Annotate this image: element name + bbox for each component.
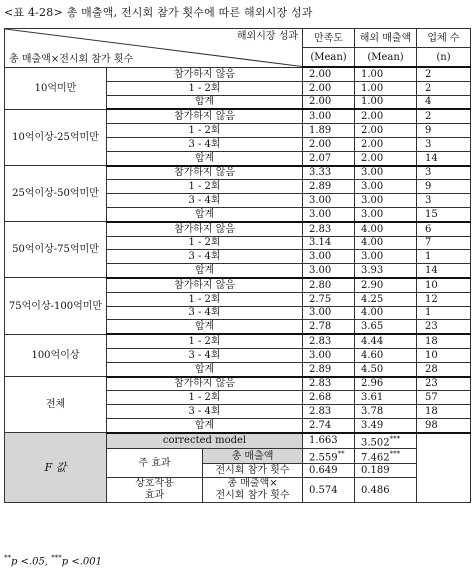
satisfaction-cell: 2.00: [303, 81, 355, 95]
main-sales-v2-value: 7.462: [361, 452, 390, 464]
satisfaction-cell: 2.80: [303, 278, 355, 292]
group-label: 10억미만: [5, 67, 107, 109]
sales-cell: 4.50: [355, 362, 417, 376]
main-sales-v1-sig: **: [337, 450, 345, 459]
participation-label: 참가하지 않음: [107, 222, 303, 236]
count-cell: 18: [417, 334, 471, 348]
sales-cell: 2.90: [355, 278, 417, 292]
participation-label: 참가하지 않음: [107, 377, 303, 391]
participation-label: 합계: [107, 207, 303, 221]
participation-label: 3 - 4회: [107, 194, 303, 208]
col-count-sub: (n): [417, 48, 471, 68]
footnote-sig2-text: p <.001: [61, 556, 102, 568]
group-label: 25억이상-50억미만: [5, 166, 107, 222]
count-cell: 9: [417, 124, 471, 138]
count-cell: 3: [417, 194, 471, 208]
group-label: 10억이상-25억미만: [5, 109, 107, 165]
participation-label: 합계: [107, 95, 303, 109]
interaction-row-label-2: 전시회 참가 횟수: [215, 490, 290, 502]
sales-cell: 3.00: [355, 180, 417, 194]
count-cell: 18: [417, 405, 471, 419]
sales-cell: 3.49: [355, 418, 417, 432]
participation-label: 합계: [107, 151, 303, 165]
participation-label: 참가하지 않음: [107, 278, 303, 292]
participation-label: 3 - 4회: [107, 250, 303, 264]
count-cell: 10: [417, 278, 471, 292]
sales-cell: 4.60: [355, 348, 417, 362]
participation-label: 3 - 4회: [107, 137, 303, 151]
sales-cell: 4.00: [355, 236, 417, 250]
sales-cell: 4.44: [355, 334, 417, 348]
table-row: [5, 222, 471, 236]
f-value-label: F 값: [5, 433, 107, 503]
interaction-row-label-1: 총 매출액×: [227, 478, 278, 490]
footnote-sig1-mark: **: [4, 554, 11, 562]
count-cell: 2: [417, 67, 471, 81]
col-sales-sub: (Mean): [355, 48, 417, 68]
count-cell: 9: [417, 180, 471, 194]
sales-cell: 2.00: [355, 124, 417, 138]
group-label: 75억이상-100억미만: [5, 278, 107, 334]
main-exhibit-v1-value: 0.649: [309, 465, 338, 477]
group-label: 100억이상: [5, 334, 107, 376]
corner-header: [5, 29, 303, 68]
satisfaction-cell: 3.00: [303, 250, 355, 264]
interaction-label-1: 상호작용: [135, 478, 174, 490]
participation-label: 참가하지 않음: [107, 67, 303, 81]
participation-label: 3 - 4회: [107, 405, 303, 419]
f-empty-cell: [417, 433, 471, 503]
satisfaction-cell: 2.83: [303, 405, 355, 419]
main-sales-v2-sig: ***: [389, 450, 401, 459]
interaction-v2: 0.486: [355, 478, 417, 503]
corrected-v2: [355, 433, 417, 449]
table-row: [5, 166, 471, 180]
participation-label: 합계: [107, 362, 303, 376]
corrected-v2-value: 3.502: [361, 437, 390, 449]
sales-cell: 3.65: [355, 320, 417, 334]
table-row: [5, 109, 471, 123]
table-row: [5, 278, 471, 292]
satisfaction-cell: 3.00: [303, 207, 355, 221]
corrected-v2-sig: ***: [389, 434, 401, 443]
corrected-v1: [303, 433, 355, 449]
satisfaction-cell: 2.83: [303, 222, 355, 236]
sales-cell: 2.00: [355, 151, 417, 165]
interaction-label: [107, 478, 203, 503]
count-cell: 3: [417, 166, 471, 180]
table-row: [5, 67, 471, 81]
count-cell: 1: [417, 306, 471, 320]
col-count-header: 업체 수: [417, 29, 471, 48]
count-cell: 2: [417, 109, 471, 123]
group-label: 50억이상-75억미만: [5, 222, 107, 278]
footnote-sig1-text: p <.05,: [11, 556, 52, 568]
count-cell: 28: [417, 362, 471, 376]
corner-top-label: 해외시장 성과: [236, 31, 299, 42]
main-exhibit-v2-value: 0.189: [361, 465, 390, 477]
col-sales-header: 해외 매출액: [355, 29, 417, 48]
satisfaction-cell: 2.78: [303, 320, 355, 334]
main-sales-v2: [355, 449, 417, 464]
main-sales-v1-value: 2.559: [309, 452, 338, 464]
main-sales-v1: [303, 449, 355, 464]
satisfaction-cell: 2.89: [303, 362, 355, 376]
satisfaction-cell: 3.00: [303, 109, 355, 123]
satisfaction-cell: 3.33: [303, 166, 355, 180]
main-effect-label: 주 효과: [107, 449, 203, 478]
main-exhibit-v2: [355, 464, 417, 478]
satisfaction-cell: 3.14: [303, 236, 355, 250]
sales-cell: 3.61: [355, 391, 417, 405]
participation-label: 참가하지 않음: [107, 166, 303, 180]
sales-cell: 2.96: [355, 377, 417, 391]
interaction-row-label: [203, 478, 303, 503]
satisfaction-cell: 2.07: [303, 151, 355, 165]
sales-cell: 4.00: [355, 306, 417, 320]
table-row: [5, 377, 471, 391]
count-cell: 15: [417, 207, 471, 221]
sales-cell: 1.00: [355, 81, 417, 95]
footnote-sig2-mark: ***: [51, 554, 62, 562]
sales-cell: 3.00: [355, 250, 417, 264]
participation-label: 1 - 2회: [107, 334, 303, 348]
count-cell: 23: [417, 320, 471, 334]
sales-cell: 2.00: [355, 137, 417, 151]
participation-label: 1 - 2회: [107, 81, 303, 95]
satisfaction-cell: 3.00: [303, 194, 355, 208]
satisfaction-cell: 2.75: [303, 292, 355, 306]
sales-cell: 3.00: [355, 166, 417, 180]
corrected-model-label: corrected model: [107, 433, 303, 449]
count-cell: 10: [417, 348, 471, 362]
count-cell: 14: [417, 151, 471, 165]
sales-cell: 3.00: [355, 207, 417, 221]
count-cell: 4: [417, 95, 471, 109]
sales-cell: 3.00: [355, 194, 417, 208]
corner-bottom-label: 총 매출액×전시회 참가 횟수: [9, 53, 134, 65]
sales-cell: 4.25: [355, 292, 417, 306]
main-row-sales-label: 총 매출액: [203, 449, 303, 464]
count-cell: 14: [417, 264, 471, 278]
satisfaction-cell: 2.00: [303, 137, 355, 151]
sales-cell: 1.00: [355, 95, 417, 109]
count-cell: 3: [417, 137, 471, 151]
satisfaction-cell: 2.74: [303, 418, 355, 432]
participation-label: 합계: [107, 320, 303, 334]
sales-cell: 3.93: [355, 264, 417, 278]
participation-label: 3 - 4회: [107, 348, 303, 362]
satisfaction-cell: 2.00: [303, 67, 355, 81]
col-satisfaction-sub: (Mean): [303, 48, 355, 68]
participation-label: 1 - 2회: [107, 292, 303, 306]
table-caption: <표 4-28> 총 매출액, 전시회 참가 횟수에 따른 해외시장 성과: [4, 6, 313, 19]
count-cell: 1: [417, 250, 471, 264]
count-cell: 6: [417, 222, 471, 236]
satisfaction-cell: 2.83: [303, 377, 355, 391]
sales-cell: 3.78: [355, 405, 417, 419]
sales-cell: 4.00: [355, 222, 417, 236]
satisfaction-cell: 1.89: [303, 124, 355, 138]
participation-label: 1 - 2회: [107, 124, 303, 138]
corrected-v1-value: 1.663: [309, 435, 338, 447]
footnote: [4, 554, 102, 567]
sales-cell: 1.00: [355, 67, 417, 81]
satisfaction-cell: 2.68: [303, 391, 355, 405]
participation-label: 1 - 2회: [107, 236, 303, 250]
group-label: 전체: [5, 377, 107, 433]
participation-label: 합계: [107, 418, 303, 432]
interaction-v1: 0.574: [303, 478, 355, 503]
participation-label: 1 - 2회: [107, 391, 303, 405]
satisfaction-cell: 3.00: [303, 306, 355, 320]
satisfaction-cell: 2.83: [303, 334, 355, 348]
table-row: [5, 334, 471, 348]
satisfaction-cell: 3.00: [303, 264, 355, 278]
count-cell: 57: [417, 391, 471, 405]
satisfaction-cell: 2.00: [303, 95, 355, 109]
participation-label: 합계: [107, 264, 303, 278]
results-table: [4, 28, 471, 503]
sales-cell: 2.00: [355, 109, 417, 123]
col-satisfaction-header: 만족도: [303, 29, 355, 48]
participation-label: 1 - 2회: [107, 180, 303, 194]
participation-label: 참가하지 않음: [107, 109, 303, 123]
count-cell: 98: [417, 418, 471, 432]
interaction-label-2: 효과: [144, 490, 165, 502]
main-row-exhibit-label: 전시회 참가 횟수: [203, 464, 303, 478]
satisfaction-cell: 3.00: [303, 348, 355, 362]
participation-label: 3 - 4회: [107, 306, 303, 320]
main-exhibit-v1: [303, 464, 355, 478]
count-cell: 2: [417, 81, 471, 95]
count-cell: 23: [417, 377, 471, 391]
satisfaction-cell: 2.89: [303, 180, 355, 194]
count-cell: 7: [417, 236, 471, 250]
count-cell: 12: [417, 292, 471, 306]
